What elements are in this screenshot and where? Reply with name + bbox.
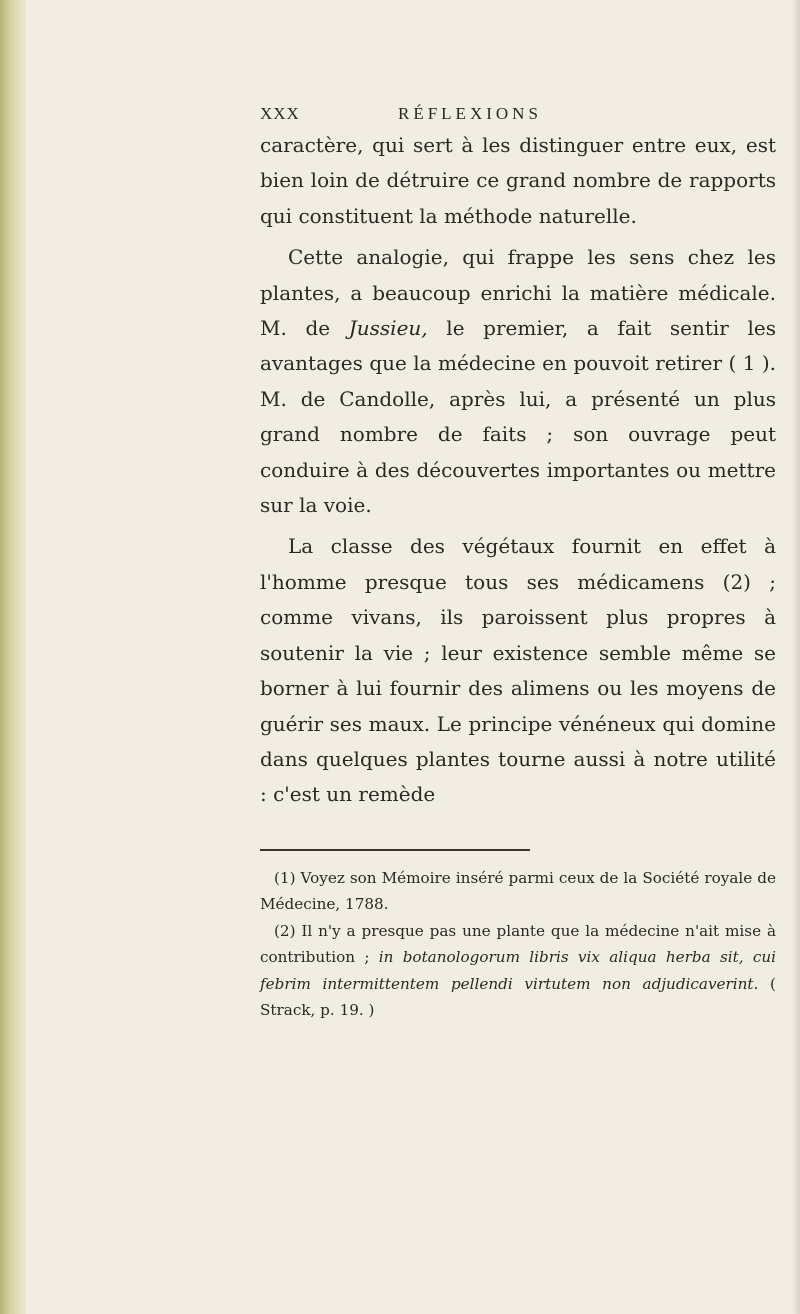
running-title: RÉFLEXIONS: [398, 104, 542, 123]
paragraph-2: [260, 240, 776, 523]
paragraph-3: La classe des végétaux fournit en effet à l'homme presque tous ses médicamens (2) ; comme vivans, ils paroissent plus propres à soutenir la vie ; leur existence semble même se borner à lui fournir des alimens ou les moyens de guérir ses maux. Le principe vénéneux qui domine dans quelques plantes tourne aussi à notre utilité : c'est un remède: [260, 534, 776, 807]
footnote-2-start: (2) Il n'y a presque pas une plante que la médecine n'ait mise à contribution ;: [260, 921, 776, 967]
page-number: XXX: [260, 104, 300, 123]
footnote-2-citation: ( Strack, p. 19. ): [260, 974, 776, 1020]
book-binding-edge: [0, 0, 26, 1314]
main-text: [260, 128, 776, 813]
book-page: [248, 96, 776, 1024]
page-right-edge: [792, 0, 800, 1314]
footnote-1: (1) Voyez son Mémoire inséré parmi ceux de la Société royale de Médecine, 1788.: [260, 868, 776, 914]
paragraph-2-start: Cette analogie, qui frappe les sens chez les plantes, a beaucoup enrichi la matière médicale. M. de: [260, 245, 776, 341]
paragraph-2-end: le premier, a fait sentir les avantages que la médecine en pouvoit retirer ( 1 ). M. de Candolle, après lui, a présenté un plus grand nombre de faits ; son ouvrage peut conduire à des découvertes importantes ou mettre sur la voie.: [260, 316, 776, 518]
footnote-2: [260, 918, 776, 1024]
footnotes: [260, 865, 776, 1024]
footnote-rule: [260, 849, 530, 851]
paragraph-1: caractère, qui sert à les distinguer entre eux, est bien loin de détruire ce grand nombre de rapports qui constituent la méthode naturelle.: [260, 133, 776, 228]
running-header: [248, 96, 776, 128]
footnote-2-latin-quote: in botanologorum libris vix aliqua herba sit, cui febrim intermittentem pellendi virtutem non adjudicaverint.: [260, 948, 776, 993]
author-name-jussieu: Jussieu,: [348, 316, 428, 341]
